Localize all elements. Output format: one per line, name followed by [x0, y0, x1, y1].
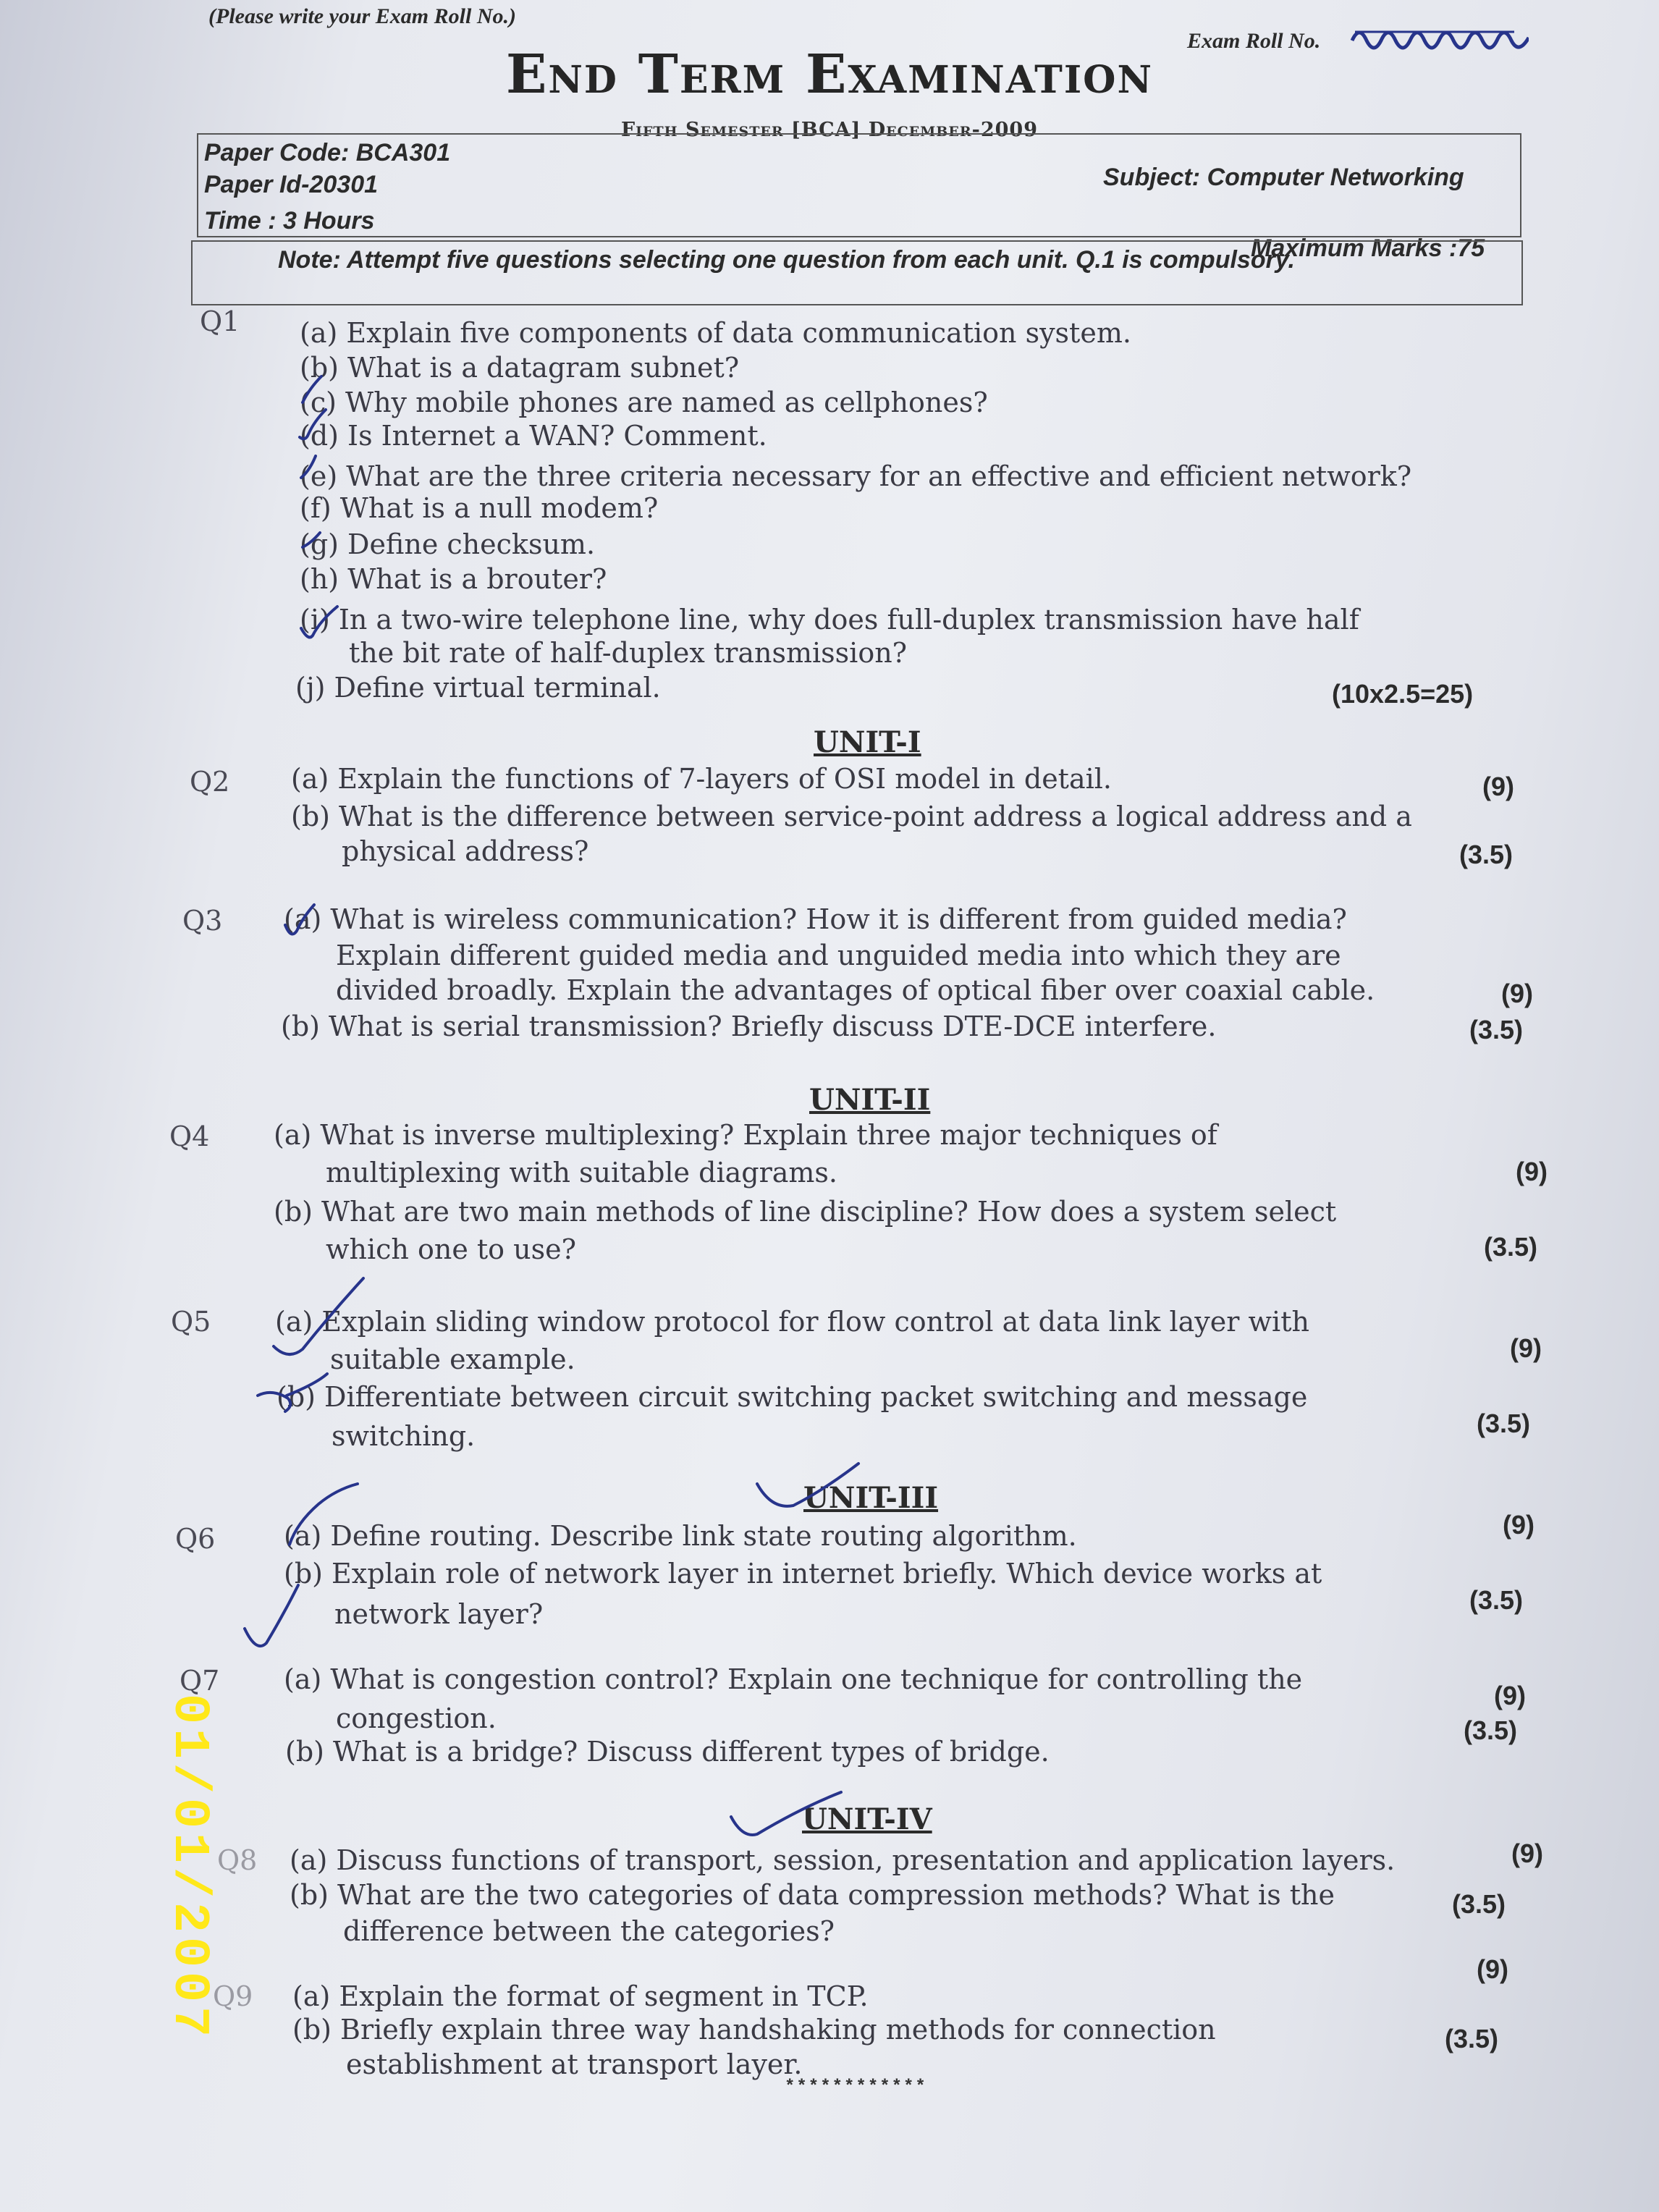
- q5-a-marks: (9): [1510, 1333, 1542, 1363]
- q4-a-marks: (9): [1516, 1157, 1548, 1186]
- exam-time: Time : 3 Hours: [204, 207, 375, 235]
- q1-part-d: (d) Is Internet a WAN? Comment.: [300, 420, 767, 452]
- q5-part-b: (b) Differentiate between circuit switching packet switching and message: [276, 1381, 1308, 1413]
- q1-part-a: (a) Explain five components of data communication system.: [300, 317, 1131, 349]
- q2-a-marks: (9): [1482, 772, 1514, 801]
- q1-part-c: (c) Why mobile phones are named as cellphones?: [300, 387, 988, 418]
- q1-part-i: (i) In a two-wire telephone line, why does full-duplex transmission have half: [300, 604, 1359, 636]
- q6-part-b: (b) Explain role of network layer in internet briefly. Which device works at: [284, 1558, 1322, 1590]
- question-number: Q7: [180, 1665, 220, 1697]
- roll-number-hint: (Please write your Exam Roll No.): [208, 4, 516, 28]
- question-number: Q3: [182, 905, 223, 937]
- instructions-note: Note: Attempt five questions selecting one question from each unit. Q.1 is compulsory.: [278, 246, 1295, 274]
- semester-line: Fifth Semester [BCA] December-2009: [621, 119, 1038, 141]
- q1-marks: (10x2.5=25): [1332, 679, 1474, 709]
- q5-part-a-continued: suitable example.: [330, 1343, 575, 1375]
- maximum-marks: Maximum Marks :75: [1251, 235, 1485, 262]
- q6-b-marks: (3.5): [1469, 1585, 1524, 1615]
- q7-b-marks: (3.5): [1464, 1715, 1518, 1745]
- q4-part-b: (b) What are two main methods of line discipline? How does a system select: [274, 1196, 1337, 1228]
- q4-part-b-continued: which one to use?: [326, 1233, 576, 1265]
- q8-part-b: (b) What are the two categories of data compression methods? What is the: [290, 1879, 1335, 1911]
- q2-part-a: (a) Explain the functions of 7-layers of OSI model in detail.: [291, 763, 1112, 795]
- question-number: Q6: [175, 1523, 216, 1555]
- unit-2-heading: UNIT-II: [809, 1083, 931, 1117]
- camera-date-stamp: 01/01/2007: [160, 1694, 217, 2042]
- q3-part-a-line3: divided broadly. Explain the advantages of optical fiber over coaxial cable.: [336, 974, 1375, 1006]
- exam-title: End Term Examination: [505, 43, 1154, 106]
- question-number: Q4: [169, 1120, 210, 1152]
- q6-part-b-continued: network layer?: [334, 1598, 544, 1630]
- q9-b-marks: (3.5): [1445, 2024, 1499, 2053]
- question-number: Q1: [200, 305, 240, 337]
- q5-part-b-continued: switching.: [332, 1420, 476, 1452]
- roll-number-label: Exam Roll No.: [1187, 29, 1321, 53]
- q1-part-b: (b) What is a datagram subnet?: [300, 352, 740, 384]
- question-number: Q5: [171, 1306, 211, 1338]
- q8-part-a: (a) Discuss functions of transport, session, presentation and application layers.: [290, 1844, 1396, 1876]
- q2-b-marks: (3.5): [1459, 840, 1514, 869]
- q4-part-a: (a) What is inverse multiplexing? Explain three major techniques of: [274, 1119, 1217, 1151]
- q7-a-marks: (9): [1494, 1681, 1526, 1710]
- unit-1-heading: UNIT-I: [814, 725, 921, 759]
- q5-b-marks: (3.5): [1477, 1409, 1531, 1438]
- paper-id: Paper Id-20301: [204, 171, 379, 198]
- q3-b-marks: (3.5): [1469, 1015, 1524, 1044]
- question-number: Q8: [217, 1844, 258, 1876]
- q3-a-marks: (9): [1501, 979, 1533, 1008]
- q4-part-a-continued: multiplexing with suitable diagrams.: [326, 1157, 838, 1189]
- subject: Subject: Computer Networking: [1103, 164, 1464, 191]
- q8-part-b-continued: difference between the categories?: [343, 1915, 835, 1947]
- q7-part-b: (b) What is a bridge? Discuss different types of bridge.: [285, 1736, 1050, 1768]
- q9-a-marks: (9): [1477, 1954, 1508, 1984]
- q1-part-f: (f) What is a null modem?: [300, 492, 659, 524]
- q7-part-a: (a) What is congestion control? Explain one technique for controlling the: [284, 1663, 1303, 1695]
- unit-4-heading: UNIT-IV: [802, 1802, 932, 1836]
- q9-part-a: (a) Explain the format of segment in TCP.: [292, 1980, 869, 2012]
- q9-part-b-continued: establishment at transport layer.: [346, 2048, 803, 2080]
- q3-part-a-line2: Explain different guided media and unguided media into which they are: [336, 940, 1341, 971]
- q3-part-a: (a) What is wireless communication? How it is different from guided media?: [284, 903, 1347, 935]
- q8-b-marks: (3.5): [1452, 1889, 1506, 1919]
- q7-part-a-continued: congestion.: [336, 1702, 497, 1734]
- q3-part-b: (b) What is serial transmission? Briefly discuss DTE-DCE interfere.: [281, 1010, 1217, 1042]
- end-of-paper-stars: ************: [785, 2077, 927, 2097]
- paper-code: Paper Code: BCA301: [204, 139, 451, 166]
- q6-a-marks: (9): [1503, 1510, 1535, 1540]
- question-number: Q2: [190, 766, 230, 798]
- q1-part-j: (j) Define virtual terminal.: [295, 672, 661, 704]
- q5-part-a: (a) Explain sliding window protocol for flow control at data link layer with: [275, 1306, 1309, 1338]
- q2-part-b: (b) What is the difference between service-point address a logical address and a: [291, 801, 1412, 832]
- q1-part-i-continued: the bit rate of half-duplex transmission?: [349, 637, 908, 669]
- q1-part-e: (e) What are the three criteria necessary for an effective and efficient network?: [300, 460, 1412, 492]
- q9-part-b: (b) Briefly explain three way handshaking methods for connection: [292, 2014, 1216, 2046]
- q6-part-a: (a) Define routing. Describe link state routing algorithm.: [284, 1520, 1077, 1552]
- q1-part-h: (h) What is a brouter?: [300, 563, 607, 595]
- unit-3-heading: UNIT-III: [803, 1481, 939, 1515]
- q8-a-marks: (9): [1511, 1839, 1543, 1868]
- q4-b-marks: (3.5): [1484, 1232, 1538, 1262]
- q2-part-b-continued: physical address?: [342, 835, 589, 867]
- q1-part-g: (g) Define checksum.: [300, 528, 596, 560]
- question-number: Q9: [213, 1980, 253, 2012]
